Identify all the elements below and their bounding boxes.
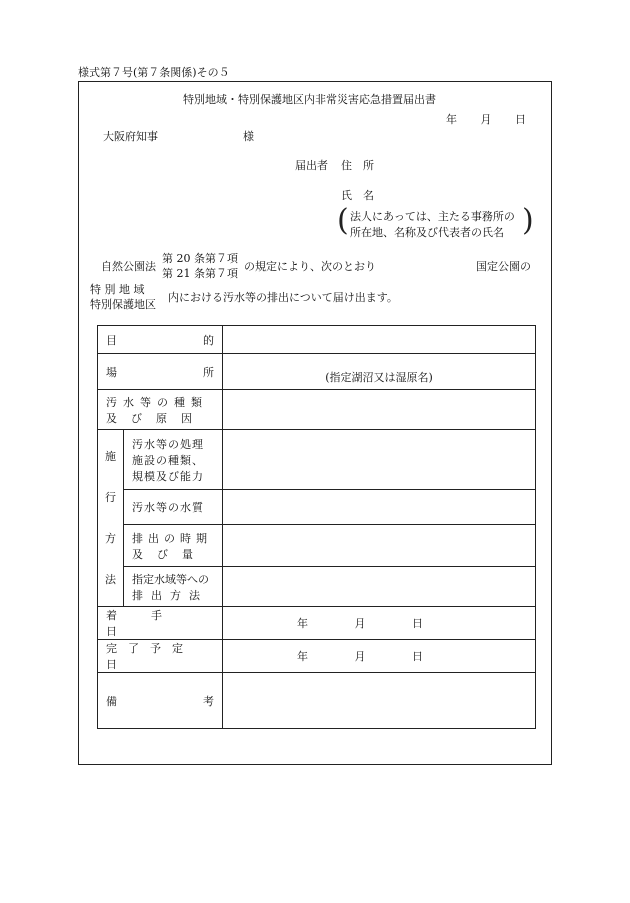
water-line-2: 排出方法: [132, 588, 208, 602]
corp-note-line1: 法人にあっては、主たる事務所の: [350, 210, 515, 223]
finish-day: 日: [412, 650, 423, 663]
address-label: 住 所: [341, 159, 374, 172]
form-title: 特別地域・特別保護地区内非常災害応急措置届出書: [183, 93, 436, 106]
purpose-char-1: 目: [106, 333, 117, 347]
date-day: 日: [515, 113, 526, 126]
note-close-brace: ): [522, 203, 534, 238]
place-value[interactable]: [223, 354, 536, 390]
start-day: 日: [412, 617, 423, 630]
water-label: [124, 567, 223, 607]
name-label: 氏 名: [341, 189, 374, 202]
type-cause-line-1: 汚水等の種類: [106, 395, 208, 409]
applicant-label: 届出者: [295, 159, 328, 172]
remarks-char-2: 考: [203, 694, 214, 708]
row-purpose: [98, 326, 536, 354]
note-open-brace: (: [337, 203, 349, 238]
timing-line-1: 排出の時期: [132, 531, 212, 545]
row-finish: [98, 640, 536, 673]
type-cause-value[interactable]: [223, 390, 536, 430]
statute-article-2: 第 21 条第７項: [162, 267, 238, 280]
place-char-1: 場: [106, 365, 117, 379]
quality-label: 汚水等の水質: [124, 490, 223, 525]
row-type-cause: [98, 390, 536, 430]
start-label: 着手日: [98, 607, 223, 640]
start-year: 年: [297, 617, 308, 630]
purpose-value[interactable]: [223, 326, 536, 354]
addressee: 大阪府知事: [103, 130, 158, 143]
type-cause-line-2: 及び原因: [106, 411, 206, 425]
purpose-char-2: 的: [203, 333, 214, 347]
place-char-2: 所: [203, 365, 214, 379]
type-cause-label: [98, 390, 223, 430]
details-table: [97, 325, 536, 729]
finish-year: 年: [297, 650, 308, 663]
water-line-1: 指定水域等への: [132, 572, 209, 586]
start-month: 月: [354, 617, 366, 630]
statute-middle: の規定により、次のとおり: [244, 260, 376, 273]
statute-law: 自然公園法: [101, 260, 156, 273]
purpose-label: [98, 326, 223, 354]
finish-date[interactable]: [223, 640, 536, 673]
row-water: [98, 567, 536, 607]
date-line: [446, 111, 526, 127]
method-label: [98, 430, 124, 607]
row-quality: [98, 490, 536, 525]
row-place: [98, 354, 536, 390]
row-timing: [98, 525, 536, 567]
place-note: (指定湖沼又は湿原名): [325, 371, 433, 384]
area-line-1: 特 別 地 域: [90, 283, 145, 296]
water-value[interactable]: [223, 567, 536, 607]
statute-park: 国定公園の: [476, 260, 531, 273]
place-label: [98, 354, 223, 390]
timing-label: [124, 525, 223, 567]
start-date[interactable]: [223, 607, 536, 640]
facility-value[interactable]: [223, 430, 536, 490]
statute-article-1: 第 20 条第７項: [162, 252, 238, 265]
method-char-4: 法: [105, 573, 116, 586]
timing-value[interactable]: [223, 525, 536, 567]
remarks-value[interactable]: [223, 673, 536, 729]
quality-value[interactable]: [223, 490, 536, 525]
remarks-char-1: 備: [106, 694, 117, 708]
finish-month: 月: [354, 650, 366, 663]
facility-line-2: 施設の種類、: [132, 453, 204, 467]
form-number: 様式第７号(第７条関係)その５: [78, 66, 230, 79]
timing-line-2: 及び量: [132, 547, 207, 561]
honorific: 様: [243, 130, 254, 143]
method-char-1: 施: [105, 450, 116, 463]
area-line-2: 特別保護地区: [90, 298, 156, 311]
row-remarks: [98, 673, 536, 729]
method-char-3: 方: [105, 532, 116, 545]
date-month: 月: [480, 113, 492, 126]
facility-line-1: 汚水等の処理: [132, 437, 204, 451]
date-year: 年: [446, 113, 457, 126]
finish-label: 完了予定日: [98, 640, 223, 673]
row-facility: [98, 430, 536, 490]
facility-label: [124, 430, 223, 490]
facility-line-3: 規模及び能力: [132, 469, 204, 483]
method-char-2: 行: [105, 491, 116, 504]
area-text: 内における汚水等の排出について届け出ます。: [168, 291, 398, 304]
row-start: [98, 607, 536, 640]
corp-note-line2: 所在地、名称及び代表者の氏名: [350, 226, 504, 239]
remarks-label: [98, 673, 223, 729]
